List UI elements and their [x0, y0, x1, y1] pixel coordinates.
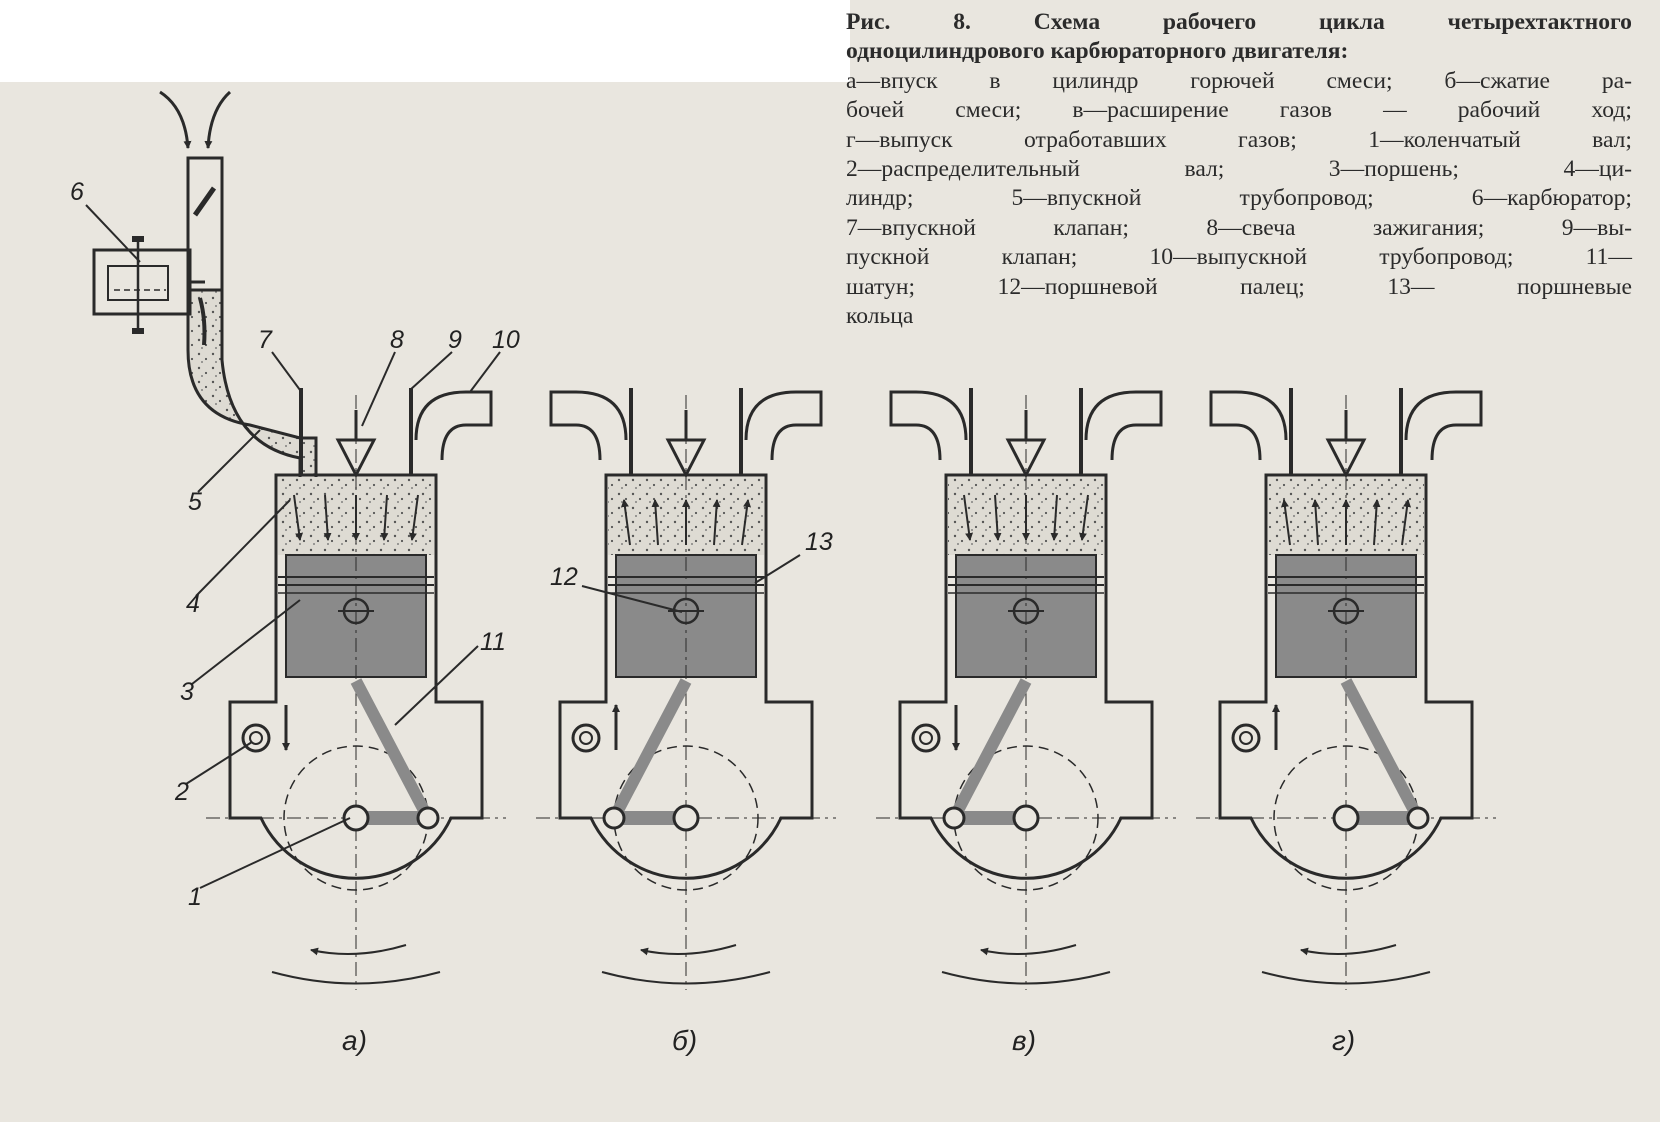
part-number: 8	[390, 326, 404, 354]
intake-pipe-top	[188, 158, 222, 290]
part-number: 6	[70, 178, 84, 206]
exhaust-pipe	[416, 392, 491, 460]
stage-label: в)	[1012, 1025, 1036, 1056]
caption-word: 7—впускной	[846, 214, 976, 241]
caption-word: 5—впускной	[1011, 185, 1142, 212]
caption-word: шатун;	[846, 273, 916, 300]
part-number: 10	[492, 326, 520, 354]
caption-word: трубопровод;	[1379, 244, 1514, 271]
caption-word: вал;	[1592, 126, 1632, 153]
caption-word: цикла	[1319, 9, 1385, 35]
rotation-arrow	[1301, 945, 1396, 954]
leader-line	[198, 430, 260, 492]
crankshaft-main	[1014, 806, 1038, 830]
part-number: 11	[480, 628, 506, 656]
crankshaft-main	[674, 806, 698, 830]
caption-word: 6—карбюратор;	[1471, 185, 1632, 212]
part-label-4	[186, 500, 290, 618]
exhaust-pipe	[1086, 392, 1161, 460]
caption-word: клапан;	[1053, 214, 1129, 241]
leader-line	[272, 352, 300, 390]
exhaust-pipe	[746, 392, 821, 460]
crankshaft-main	[344, 806, 368, 830]
caption-word: Рис.	[846, 9, 891, 35]
engine-stage-2	[536, 388, 836, 990]
connecting-rod	[1346, 681, 1418, 818]
stage-label: б)	[672, 1025, 698, 1056]
crank-pin	[1408, 808, 1428, 828]
caption-word: 13—	[1387, 273, 1435, 300]
part-number: 2	[175, 778, 189, 806]
part-label-10	[470, 326, 520, 392]
caption-word: четырехтактного	[1447, 9, 1632, 35]
caption-word: 1—коленчатый	[1368, 126, 1521, 153]
camshaft	[573, 725, 599, 751]
caption-word: а—впуск	[846, 67, 938, 94]
caption-word: цилиндр	[1052, 67, 1139, 94]
engine-stage-3	[876, 388, 1176, 990]
caption-word: палец;	[1240, 273, 1305, 300]
part-label-7	[258, 326, 300, 390]
crank-pin	[604, 808, 624, 828]
caption-word: пускной	[846, 244, 930, 271]
caption-word: линдр;	[846, 185, 914, 212]
rotation-arrow	[981, 945, 1076, 954]
intake-pipe	[1211, 392, 1286, 460]
rotation-arrow	[311, 945, 406, 954]
caption-word: 2—распределительный	[846, 156, 1081, 183]
crankshaft-main	[1334, 806, 1358, 830]
connecting-rod	[954, 681, 1026, 818]
intake-air-arrow-right	[208, 92, 230, 148]
caption-word: 10—выпускной	[1149, 244, 1308, 271]
caption-word: ход;	[1591, 97, 1632, 124]
part-label-2	[174, 742, 252, 806]
crank-pin	[418, 808, 438, 828]
caption-word: —	[1383, 97, 1407, 124]
part-number: 5	[188, 488, 202, 516]
leader-line	[470, 352, 500, 392]
leader-line	[186, 742, 252, 784]
connecting-rod	[356, 681, 428, 818]
caption-word: 9—вы-	[1561, 214, 1632, 241]
part-number: 7	[258, 326, 272, 354]
part-number: 13	[805, 528, 833, 556]
caption-word: 8—свеча	[1206, 214, 1296, 241]
caption-word: смеси;	[955, 97, 1022, 124]
caption-word: в	[989, 67, 1001, 94]
caption-word: 3—поршень;	[1328, 156, 1459, 183]
caption-word: отработавших	[1024, 126, 1167, 153]
caption-word: б—сжатие	[1444, 67, 1551, 94]
intake-pipe	[891, 392, 966, 460]
part-number: 12	[550, 563, 578, 591]
caption-word: трубопровод;	[1239, 185, 1374, 212]
leader-line	[755, 555, 800, 583]
leader-line	[410, 352, 452, 390]
connecting-rod	[614, 681, 686, 818]
caption-word: зажигания;	[1372, 214, 1485, 241]
caption-word: клапан;	[1001, 244, 1078, 271]
caption-word: 12—поршневой	[997, 273, 1158, 300]
caption-word: бочей	[846, 97, 905, 124]
caption-word: Схема	[1033, 9, 1101, 35]
caption-word: в—расширение	[1072, 97, 1229, 124]
camshaft	[1233, 725, 1259, 751]
part-label-5	[188, 430, 260, 516]
caption-word: рабочий	[1457, 97, 1541, 124]
engine-stage-4	[1196, 388, 1496, 990]
engine-stage-1	[206, 388, 506, 990]
carburetor-assembly	[94, 92, 316, 500]
leader-line	[192, 600, 300, 684]
part-number: 3	[180, 678, 194, 706]
caption-word: рабочего	[1162, 9, 1257, 35]
leader-line	[200, 818, 350, 888]
part-number: 1	[188, 883, 202, 911]
caption-word: г—выпуск	[846, 126, 953, 153]
caption-word: газов;	[1238, 126, 1297, 153]
rotation-arrow	[641, 945, 736, 954]
crank-pin	[944, 808, 964, 828]
exhaust-pipe	[1406, 392, 1481, 460]
camshaft	[243, 725, 269, 751]
intake-manifold	[188, 290, 316, 500]
caption-word: кольца	[846, 303, 914, 330]
caption-word: 8.	[953, 9, 971, 35]
part-label-9	[410, 326, 462, 390]
caption-word: газов	[1279, 97, 1333, 124]
caption-word: 11—	[1585, 244, 1632, 271]
caption-word: 4—ци-	[1563, 156, 1632, 183]
stage-label: г)	[1332, 1025, 1356, 1056]
caption-word: смеси;	[1326, 67, 1393, 94]
leader-line	[362, 352, 395, 426]
caption-word: одноцилиндрового карбюраторного двигателя:	[846, 38, 1349, 65]
part-number: 9	[448, 326, 462, 354]
intake-air-arrow-left	[160, 92, 188, 148]
caption-word: поршневые	[1517, 273, 1632, 300]
intake-pipe	[551, 392, 626, 460]
caption-word: вал;	[1184, 156, 1225, 183]
stage-label: а)	[342, 1025, 367, 1056]
caption-word: ра-	[1601, 67, 1632, 94]
camshaft	[913, 725, 939, 751]
caption-word: горючей	[1190, 67, 1275, 94]
part-label-8	[362, 326, 404, 426]
part-number: 4	[186, 590, 200, 618]
